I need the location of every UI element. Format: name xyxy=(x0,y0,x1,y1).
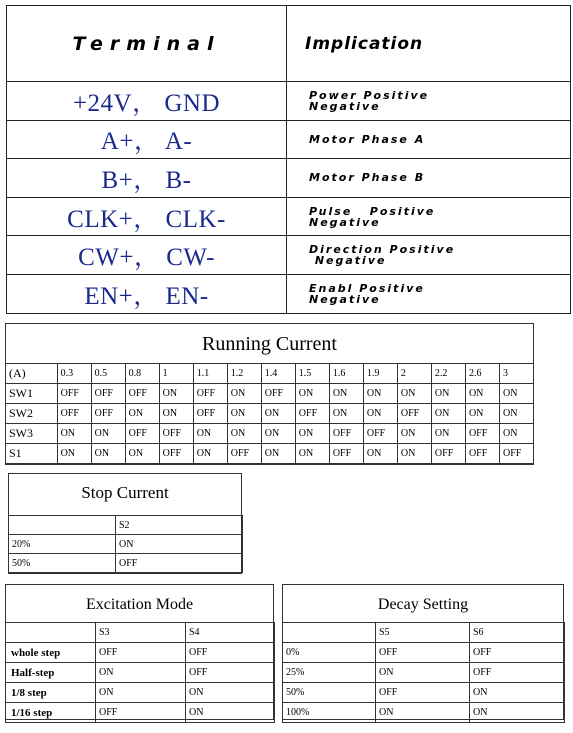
table-cell: ON xyxy=(96,663,186,683)
table-row xyxy=(283,643,565,663)
table-cell: OFF xyxy=(57,384,91,404)
table-row xyxy=(6,384,534,404)
table-row xyxy=(6,683,275,703)
table-row-label: SW3 xyxy=(6,424,58,444)
table-cell: ON xyxy=(227,384,261,404)
implication-line-1: Motor Phase A xyxy=(309,132,426,146)
table-cell: OFF xyxy=(499,444,533,464)
implication-line-2: Negative xyxy=(309,99,381,113)
implication-line-1: Power Positive xyxy=(309,88,430,102)
table-cell: OFF xyxy=(193,404,227,424)
table-row-label: 1/8 step xyxy=(6,683,96,703)
table-header-cell xyxy=(6,623,96,643)
table-row xyxy=(6,663,275,683)
table-cell: OFF xyxy=(57,404,91,424)
table-row xyxy=(6,404,534,424)
implication-line-1: Enabl Positive xyxy=(309,281,425,295)
table-cell: OFF xyxy=(125,384,159,404)
table-header-row xyxy=(9,516,243,535)
table-cell: ON xyxy=(499,384,533,404)
table-row xyxy=(283,683,565,703)
terminal-row xyxy=(7,82,571,121)
table-row xyxy=(283,703,565,723)
table-header-cell: 1.1 xyxy=(193,364,227,384)
table-cell: ON xyxy=(397,444,431,464)
table-header-cell: 1.6 xyxy=(329,364,363,384)
terminal-name: CLK+， CLK- xyxy=(7,197,287,236)
running-current-title: Running Current xyxy=(202,333,337,355)
table-cell: ON xyxy=(186,683,275,703)
table-cell: OFF xyxy=(193,384,227,404)
table-header-cell: 0.5 xyxy=(91,364,125,384)
table-cell: OFF xyxy=(91,404,125,424)
table-cell: OFF xyxy=(186,663,275,683)
table-cell: ON xyxy=(363,384,397,404)
terminal-column-header: Terminal xyxy=(7,6,287,82)
terminal-row xyxy=(7,120,571,159)
table-cell: ON xyxy=(470,683,565,703)
table-cell: OFF xyxy=(470,643,565,663)
table-header-cell: 0.8 xyxy=(125,364,159,384)
table-header-row xyxy=(6,364,534,384)
table-cell: OFF xyxy=(363,424,397,444)
table-header-cell: S4 xyxy=(186,623,275,643)
table-cell: ON xyxy=(57,424,91,444)
terminal-name: B+， B- xyxy=(7,159,287,198)
table-cell: ON xyxy=(91,444,125,464)
table-cell: ON xyxy=(125,444,159,464)
table-cell: OFF xyxy=(376,683,470,703)
table-cell: ON xyxy=(193,424,227,444)
table-cell: OFF xyxy=(159,444,193,464)
table-cell: OFF xyxy=(470,663,565,683)
table-cell: ON xyxy=(376,703,470,723)
table-cell: ON xyxy=(499,404,533,424)
table-row xyxy=(9,535,243,554)
table-row xyxy=(6,643,275,663)
table-cell: ON xyxy=(431,404,465,424)
table-cell: ON xyxy=(159,404,193,424)
implication-line-1: Direction Positive xyxy=(309,243,456,257)
table-header-cell: 2.2 xyxy=(431,364,465,384)
table-row-label: SW1 xyxy=(6,384,58,404)
table-cell: OFF xyxy=(159,424,193,444)
table-cell: OFF xyxy=(91,384,125,404)
terminal-implication xyxy=(287,197,571,236)
terminal-implication xyxy=(287,82,571,121)
table-cell: OFF xyxy=(295,404,329,424)
table-cell: OFF xyxy=(376,643,470,663)
table-cell: OFF xyxy=(96,703,186,723)
implication-line-2: Negative xyxy=(309,292,381,306)
table-cell: OFF xyxy=(186,643,275,663)
terminal-name: EN+， EN- xyxy=(7,274,287,313)
table-header-cell: 1 xyxy=(159,364,193,384)
terminal-name: A+， A- xyxy=(7,120,287,159)
table-row xyxy=(9,554,243,573)
terminal-implication xyxy=(287,274,571,313)
implication-line-1: Pulse Positive xyxy=(309,204,436,218)
table-row-label: Half-step xyxy=(6,663,96,683)
running-current-table xyxy=(5,363,534,464)
table-cell: OFF xyxy=(397,404,431,424)
terminal-name: +24V， GND xyxy=(7,82,287,121)
table-header-cell: (A) xyxy=(6,364,58,384)
implication-line-2: Negative xyxy=(309,254,387,268)
terminal-implication xyxy=(287,159,571,198)
table-row-label: 0% xyxy=(283,643,376,663)
table-cell: ON xyxy=(363,444,397,464)
table-cell: ON xyxy=(91,424,125,444)
table-row-label: SW2 xyxy=(6,404,58,424)
table-row-label: whole step xyxy=(6,643,96,663)
table-cell: OFF xyxy=(431,444,465,464)
table-cell: ON xyxy=(329,384,363,404)
stop-current-table xyxy=(8,515,243,573)
table-cell: ON xyxy=(397,384,431,404)
terminal-table xyxy=(6,5,571,314)
terminal-implication xyxy=(287,236,571,275)
table-cell: ON xyxy=(295,444,329,464)
table-header-cell: 1.2 xyxy=(227,364,261,384)
table-cell: OFF xyxy=(116,554,243,573)
terminal-row xyxy=(7,274,571,313)
terminal-row xyxy=(7,236,571,275)
table-row-label: 100% xyxy=(283,703,376,723)
table-cell: ON xyxy=(465,404,499,424)
excitation-mode-table xyxy=(5,622,275,723)
table-header-cell: 1.9 xyxy=(363,364,397,384)
table-header-cell: 1.4 xyxy=(261,364,295,384)
table-header-cell: S3 xyxy=(96,623,186,643)
table-cell: OFF xyxy=(329,424,363,444)
table-header-cell xyxy=(9,516,116,535)
table-row-label: 25% xyxy=(283,663,376,683)
table-cell: ON xyxy=(57,444,91,464)
table-cell: ON xyxy=(116,535,243,554)
table-cell: OFF xyxy=(329,444,363,464)
table-cell: OFF xyxy=(465,424,499,444)
table-header-cell: 0.3 xyxy=(57,364,91,384)
table-cell: ON xyxy=(470,703,565,723)
table-row-label: 20% xyxy=(9,535,116,554)
table-cell: ON xyxy=(125,404,159,424)
table-header-cell: 3 xyxy=(499,364,533,384)
table-cell: ON xyxy=(295,424,329,444)
implication-line-1: Motor Phase B xyxy=(309,171,426,185)
table-row-label: S1 xyxy=(6,444,58,464)
table-row xyxy=(6,703,275,723)
table-cell: ON xyxy=(261,424,295,444)
table-cell: OFF xyxy=(125,424,159,444)
terminal-header-row xyxy=(7,6,571,82)
table-row-label: 1/16 step xyxy=(6,703,96,723)
table-cell: OFF xyxy=(227,444,261,464)
terminal-implication xyxy=(287,120,571,159)
table-cell: ON xyxy=(261,444,295,464)
table-cell: ON xyxy=(159,384,193,404)
table-row-label: 50% xyxy=(9,554,116,573)
terminal-row xyxy=(7,159,571,198)
excitation-mode-title: Excitation Mode xyxy=(85,596,194,613)
table-header-cell: 1.5 xyxy=(295,364,329,384)
table-cell: OFF xyxy=(261,384,295,404)
table-row-label: 50% xyxy=(283,683,376,703)
table-header-cell: S2 xyxy=(116,516,243,535)
table-header-cell: S5 xyxy=(376,623,470,643)
terminal-row xyxy=(7,197,571,236)
table-cell: ON xyxy=(397,424,431,444)
table-cell: ON xyxy=(363,404,397,424)
table-header-cell: 2.6 xyxy=(465,364,499,384)
table-cell: ON xyxy=(431,384,465,404)
table-cell: ON xyxy=(465,384,499,404)
table-cell: ON xyxy=(295,384,329,404)
table-cell: ON xyxy=(227,404,261,424)
table-cell: ON xyxy=(193,444,227,464)
implication-column-header: Implication xyxy=(287,6,571,82)
table-header-row xyxy=(283,623,565,643)
implication-line-2: Negative xyxy=(309,215,381,229)
stop-current-title: Stop Current xyxy=(81,483,169,502)
table-cell: ON xyxy=(376,663,470,683)
table-cell: OFF xyxy=(96,643,186,663)
table-row xyxy=(283,663,565,683)
table-cell: ON xyxy=(329,404,363,424)
table-cell: OFF xyxy=(465,444,499,464)
table-header-cell: 2 xyxy=(397,364,431,384)
table-header-row xyxy=(6,623,275,643)
table-cell: ON xyxy=(431,424,465,444)
table-cell: ON xyxy=(96,683,186,703)
table-cell: ON xyxy=(499,424,533,444)
table-header-cell xyxy=(283,623,376,643)
table-header-cell: S6 xyxy=(470,623,565,643)
table-cell: ON xyxy=(227,424,261,444)
table-row xyxy=(6,444,534,464)
table-cell: ON xyxy=(261,404,295,424)
table-cell: ON xyxy=(186,703,275,723)
table-row xyxy=(6,424,534,444)
decay-setting-title: Decay Setting xyxy=(377,596,469,613)
decay-setting-table xyxy=(282,622,565,723)
terminal-name: CW+， CW- xyxy=(7,236,287,275)
